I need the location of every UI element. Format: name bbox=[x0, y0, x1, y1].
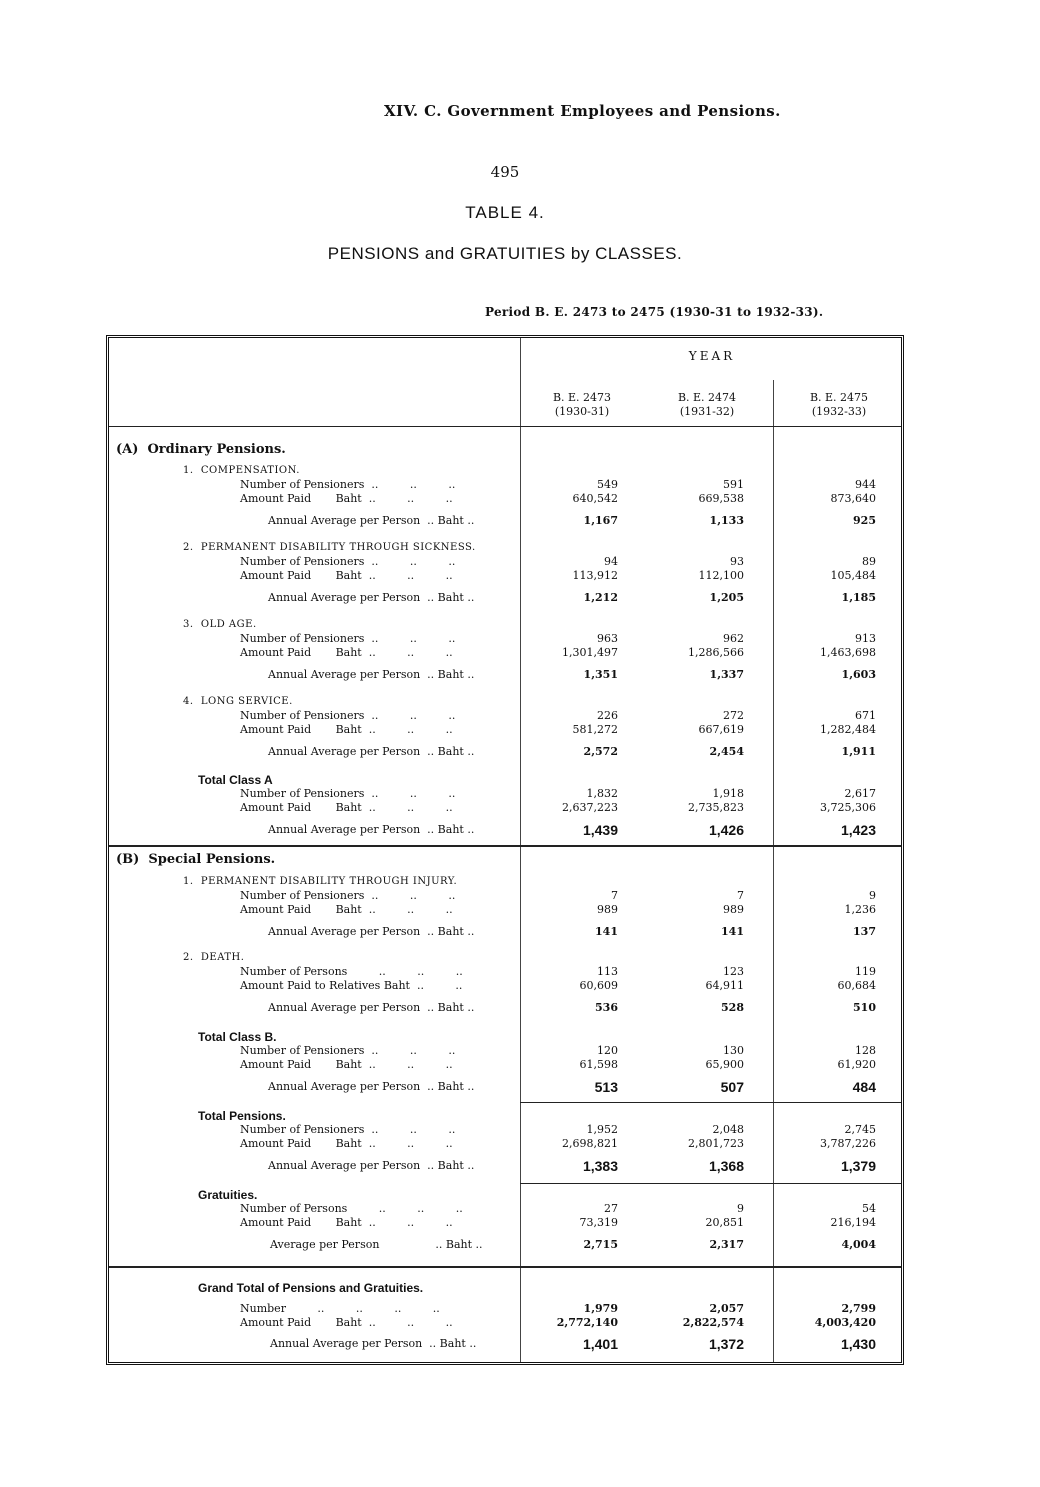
table-row bbox=[0, 801, 1040, 815]
cell-value: 925 bbox=[853, 514, 876, 527]
row-label: Annual Average per Person .. Baht .. bbox=[268, 823, 475, 836]
table-row bbox=[0, 1123, 1040, 1137]
cell-value: 484 bbox=[852, 1079, 876, 1095]
cell-value: 112,100 bbox=[698, 569, 744, 582]
cell-value: 7 bbox=[611, 889, 618, 902]
cell-value: 4,004 bbox=[841, 1238, 876, 1251]
table-row bbox=[0, 443, 1040, 457]
column-header: B. E. 2473 (1930-31) bbox=[552, 391, 612, 418]
cell-value: 667,619 bbox=[698, 723, 744, 736]
row-label: Amount Paid Baht .. .. .. bbox=[240, 1058, 453, 1071]
row-label: Amount Paid Baht .. .. .. bbox=[240, 646, 453, 659]
table-title: TABLE 4. bbox=[465, 203, 545, 222]
cell-value: 216,194 bbox=[830, 1216, 876, 1229]
row-label: Annual Average per Person .. Baht .. bbox=[268, 668, 475, 681]
row-label: Annual Average per Person .. Baht .. bbox=[268, 1001, 475, 1014]
cell-value: 1,133 bbox=[709, 514, 744, 527]
table-row bbox=[0, 492, 1040, 506]
cell-value: 9 bbox=[869, 889, 876, 902]
table-row bbox=[0, 1216, 1040, 1230]
cell-value: 128 bbox=[855, 1044, 876, 1057]
cell-value: 3,725,306 bbox=[820, 801, 876, 814]
cell-value: 2,637,223 bbox=[562, 801, 618, 814]
cell-value: 61,598 bbox=[579, 1058, 618, 1071]
row-label: Total Class A bbox=[198, 773, 273, 787]
row-label: Annual Average per Person .. Baht .. bbox=[268, 745, 475, 758]
table-row bbox=[0, 1137, 1040, 1151]
table-row bbox=[0, 478, 1040, 492]
table-row bbox=[0, 889, 1040, 903]
cell-value: 137 bbox=[853, 925, 876, 938]
section-rule bbox=[520, 1102, 901, 1103]
cell-value: 2,572 bbox=[583, 745, 618, 758]
cell-value: 536 bbox=[595, 1001, 618, 1014]
cell-value: 1,185 bbox=[841, 591, 876, 604]
cell-value: 226 bbox=[597, 709, 618, 722]
cell-value: 4,003,420 bbox=[814, 1316, 876, 1329]
cell-value: 141 bbox=[721, 925, 744, 938]
cell-value: 1,423 bbox=[840, 822, 876, 838]
cell-value: 2,822,574 bbox=[682, 1316, 744, 1329]
row-label: Annual Average per Person .. Baht .. bbox=[268, 1080, 475, 1093]
cell-value: 2,799 bbox=[841, 1302, 876, 1315]
table-row bbox=[0, 1001, 1040, 1015]
page-header: XIV. C. Government Employees and Pensions. bbox=[384, 102, 781, 120]
cell-value: 549 bbox=[597, 478, 618, 491]
cell-value: 1,351 bbox=[583, 668, 618, 681]
cell-value: 89 bbox=[862, 555, 876, 568]
row-label: Number of Pensioners .. .. .. bbox=[240, 889, 456, 902]
year-heading: YEAR bbox=[688, 349, 736, 363]
row-label: Gratuities. bbox=[198, 1188, 258, 1202]
table-row bbox=[0, 1202, 1040, 1216]
row-label: Total Class B. bbox=[198, 1030, 277, 1044]
row-label: Number of Pensioners .. .. .. bbox=[240, 555, 456, 568]
table-row bbox=[0, 1316, 1040, 1330]
cell-value: 2,317 bbox=[709, 1238, 744, 1251]
table-row bbox=[0, 646, 1040, 660]
cell-value: 64,911 bbox=[705, 979, 744, 992]
table-row bbox=[0, 823, 1040, 837]
cell-value: 123 bbox=[723, 965, 744, 978]
cell-value: 989 bbox=[597, 903, 618, 916]
cell-value: 1,212 bbox=[583, 591, 618, 604]
cell-value: 1,439 bbox=[582, 822, 618, 838]
row-label: Number of Persons .. .. .. bbox=[240, 1202, 463, 1215]
table-row bbox=[0, 853, 1040, 867]
cell-value: 113,912 bbox=[572, 569, 618, 582]
cell-value: 2,048 bbox=[712, 1123, 744, 1136]
cell-value: 272 bbox=[723, 709, 744, 722]
cell-value: 2,715 bbox=[583, 1238, 618, 1251]
table-row bbox=[0, 1080, 1040, 1094]
table-row bbox=[0, 903, 1040, 917]
table-row bbox=[0, 695, 1040, 709]
cell-value: 581,272 bbox=[572, 723, 618, 736]
cell-value: 944 bbox=[855, 478, 876, 491]
table-row bbox=[0, 1337, 1040, 1351]
cell-value: 2,617 bbox=[844, 787, 876, 800]
cell-value: 989 bbox=[723, 903, 744, 916]
cell-value: 1,911 bbox=[841, 745, 876, 758]
table-row bbox=[0, 951, 1040, 965]
cell-value: 119 bbox=[855, 965, 876, 978]
cell-value: 3,787,226 bbox=[820, 1137, 876, 1150]
row-label: 3. OLD AGE. bbox=[183, 619, 257, 630]
cell-value: 9 bbox=[737, 1202, 744, 1215]
table-row bbox=[0, 632, 1040, 646]
cell-value: 1,383 bbox=[582, 1158, 618, 1174]
row-label: Number of Pensioners .. .. .. bbox=[240, 709, 456, 722]
table-row bbox=[0, 555, 1040, 569]
cell-value: 2,801,723 bbox=[688, 1137, 744, 1150]
table-row bbox=[0, 464, 1040, 478]
cell-value: 60,609 bbox=[579, 979, 618, 992]
cell-value: 2,057 bbox=[709, 1302, 744, 1315]
cell-value: 513 bbox=[594, 1079, 618, 1095]
row-label: Amount Paid Baht .. .. .. bbox=[240, 1216, 453, 1229]
table-row bbox=[0, 875, 1040, 889]
cell-value: 507 bbox=[720, 1079, 744, 1095]
cell-value: 94 bbox=[604, 555, 618, 568]
cell-value: 1,337 bbox=[709, 668, 744, 681]
table-row bbox=[0, 979, 1040, 993]
cell-value: 1,379 bbox=[840, 1158, 876, 1174]
table-row bbox=[0, 709, 1040, 723]
cell-value: 7 bbox=[737, 889, 744, 902]
table-row bbox=[0, 1044, 1040, 1058]
cell-value: 61,920 bbox=[837, 1058, 876, 1071]
cell-value: 1,372 bbox=[708, 1336, 744, 1352]
cell-value: 20,851 bbox=[705, 1216, 744, 1229]
table-row bbox=[0, 773, 1040, 787]
cell-value: 130 bbox=[723, 1044, 744, 1057]
header-rule bbox=[109, 426, 901, 427]
cell-value: 120 bbox=[597, 1044, 618, 1057]
cell-value: 141 bbox=[595, 925, 618, 938]
cell-value: 1,368 bbox=[708, 1158, 744, 1174]
cell-value: 963 bbox=[597, 632, 618, 645]
page-number: 495 bbox=[490, 163, 520, 181]
row-label: Amount Paid Baht .. .. .. bbox=[240, 1137, 453, 1150]
row-label: Amount Paid Baht .. .. .. bbox=[240, 723, 453, 736]
cell-value: 1,282,484 bbox=[820, 723, 876, 736]
row-label: Number of Pensioners .. .. .. bbox=[240, 632, 456, 645]
row-label: Grand Total of Pensions and Gratuities. bbox=[198, 1281, 424, 1295]
cell-value: 1,286,566 bbox=[688, 646, 744, 659]
cell-value: 105,484 bbox=[830, 569, 876, 582]
cell-value: 1,167 bbox=[583, 514, 618, 527]
row-label: Number of Pensioners .. .. .. bbox=[240, 478, 456, 491]
cell-value: 913 bbox=[855, 632, 876, 645]
row-label: 1. COMPENSATION. bbox=[183, 465, 300, 476]
period-caption: Period B. E. 2473 to 2475 (1930-31 to 1932-33). bbox=[485, 305, 824, 319]
cell-value: 2,772,140 bbox=[556, 1316, 618, 1329]
table-row bbox=[0, 1159, 1040, 1173]
table-row bbox=[0, 668, 1040, 682]
cell-value: 1,205 bbox=[709, 591, 744, 604]
table-row bbox=[0, 1109, 1040, 1123]
cell-value: 1,236 bbox=[844, 903, 876, 916]
cell-value: 113 bbox=[597, 965, 618, 978]
row-label: Amount Paid Baht .. .. .. bbox=[240, 801, 453, 814]
cell-value: 1,401 bbox=[582, 1336, 618, 1352]
cell-value: 1,979 bbox=[583, 1302, 618, 1315]
section-rule bbox=[109, 845, 901, 847]
cell-value: 2,735,823 bbox=[688, 801, 744, 814]
row-label: Average per Person .. Baht .. bbox=[270, 1238, 483, 1251]
table-row bbox=[0, 591, 1040, 605]
cell-value: 1,463,698 bbox=[820, 646, 876, 659]
row-label: Number of Persons .. .. .. bbox=[240, 965, 463, 978]
cell-value: 2,745 bbox=[844, 1123, 876, 1136]
cell-value: 2,698,821 bbox=[562, 1137, 618, 1150]
cell-value: 2,454 bbox=[709, 745, 744, 758]
cell-value: 1,918 bbox=[712, 787, 744, 800]
cell-value: 73,319 bbox=[579, 1216, 618, 1229]
row-label: 1. PERMANENT DISABILITY THROUGH INJURY. bbox=[183, 876, 458, 887]
row-label: Total Pensions. bbox=[198, 1109, 286, 1123]
table-row bbox=[0, 1281, 1040, 1295]
table-row bbox=[0, 787, 1040, 801]
row-label: (B) Special Pensions. bbox=[116, 852, 276, 867]
row-label: Amount Paid Baht .. .. .. bbox=[240, 1316, 453, 1329]
cell-value: 528 bbox=[721, 1001, 744, 1014]
table-row bbox=[0, 1302, 1040, 1316]
cell-value: 65,900 bbox=[705, 1058, 744, 1071]
row-label: Number of Pensioners .. .. .. bbox=[240, 1044, 456, 1057]
section-rule bbox=[109, 1266, 901, 1268]
table-row bbox=[0, 569, 1040, 583]
cell-value: 1,952 bbox=[586, 1123, 618, 1136]
row-label: Annual Average per Person .. Baht .. bbox=[268, 591, 475, 604]
cell-value: 1,430 bbox=[840, 1336, 876, 1352]
row-label: Annual Average per Person .. Baht .. bbox=[268, 514, 475, 527]
row-label: Number of Pensioners .. .. .. bbox=[240, 787, 456, 800]
table-row bbox=[0, 1058, 1040, 1072]
column-header: B. E. 2474 (1931-32) bbox=[677, 391, 737, 418]
table-row bbox=[0, 514, 1040, 528]
row-label: Amount Paid Baht .. .. .. bbox=[240, 492, 453, 505]
section-rule bbox=[520, 1183, 901, 1184]
table-row bbox=[0, 723, 1040, 737]
table-row bbox=[0, 618, 1040, 632]
row-label: 4. LONG SERVICE. bbox=[183, 696, 293, 707]
cell-value: 640,542 bbox=[572, 492, 618, 505]
table-row bbox=[0, 745, 1040, 759]
cell-value: 510 bbox=[853, 1001, 876, 1014]
row-label: (A) Ordinary Pensions. bbox=[116, 442, 286, 457]
row-label: 2. PERMANENT DISABILITY THROUGH SICKNESS. bbox=[183, 542, 476, 553]
cell-value: 671 bbox=[855, 709, 876, 722]
row-label: 2. DEATH. bbox=[183, 952, 245, 963]
row-label: Annual Average per Person .. Baht .. bbox=[268, 1159, 475, 1172]
cell-value: 591 bbox=[723, 478, 744, 491]
table-row bbox=[0, 925, 1040, 939]
cell-value: 93 bbox=[730, 555, 744, 568]
cell-value: 54 bbox=[862, 1202, 876, 1215]
column-header: B. E. 2475 (1932-33) bbox=[809, 391, 869, 418]
cell-value: 27 bbox=[604, 1202, 618, 1215]
cell-value: 60,684 bbox=[837, 979, 876, 992]
cell-value: 1,832 bbox=[586, 787, 618, 800]
cell-value: 669,538 bbox=[698, 492, 744, 505]
cell-value: 1,603 bbox=[841, 668, 876, 681]
row-label: Annual Average per Person .. Baht .. bbox=[270, 1337, 477, 1350]
cell-value: 1,301,497 bbox=[562, 646, 618, 659]
row-label: Number of Pensioners .. .. .. bbox=[240, 1123, 456, 1136]
row-label: Number .. .. .. .. bbox=[240, 1302, 440, 1315]
table-subtitle: PENSIONS and GRATUITIES by CLASSES. bbox=[327, 244, 683, 263]
table-row bbox=[0, 541, 1040, 555]
row-label: Annual Average per Person .. Baht .. bbox=[268, 925, 475, 938]
table-row bbox=[0, 1238, 1040, 1252]
cell-value: 873,640 bbox=[830, 492, 876, 505]
table-row bbox=[0, 1188, 1040, 1202]
row-label: Amount Paid to Relatives Baht .. .. bbox=[240, 979, 463, 992]
table-row bbox=[0, 965, 1040, 979]
row-label: Amount Paid Baht .. .. .. bbox=[240, 569, 453, 582]
row-label: Amount Paid Baht .. .. .. bbox=[240, 903, 453, 916]
table-row bbox=[0, 1030, 1040, 1044]
cell-value: 1,426 bbox=[708, 822, 744, 838]
cell-value: 962 bbox=[723, 632, 744, 645]
